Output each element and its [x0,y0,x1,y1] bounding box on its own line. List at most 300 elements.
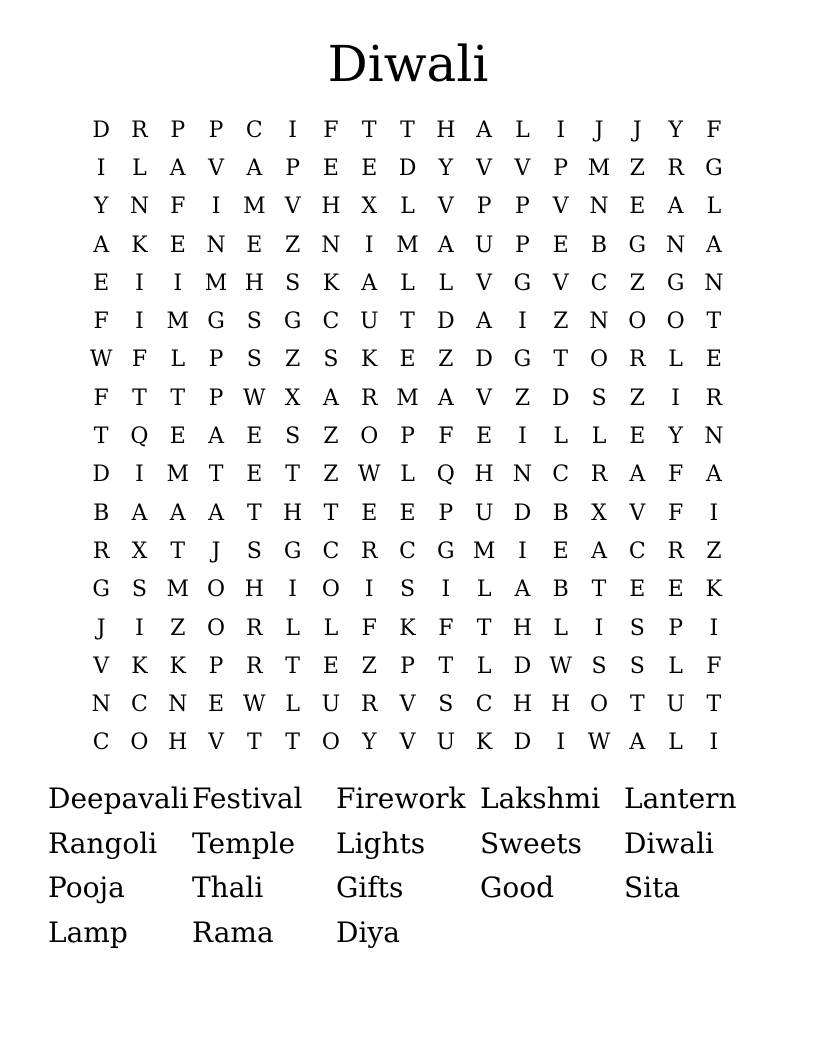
grid-letter: J [632,117,642,143]
grid-letter: P [515,232,530,258]
grid-letter: G [92,577,110,603]
grid-letter: I [364,232,374,258]
grid-letter: H [551,692,571,718]
grid-letter: T [400,309,415,335]
grid-letter: Z [514,385,531,411]
grid-letter: T [208,462,224,488]
grid-letter: I [135,615,144,641]
grid-letter: M [587,155,611,181]
grid-letter: V [93,653,110,679]
grid-letter: L [668,653,683,679]
grid-letter: T [285,730,300,756]
grid-letter: P [170,117,186,143]
grid-letter: Y [361,730,377,756]
grid-letter: F [170,194,186,220]
grid-letter: C [590,270,608,296]
grid-letter: Z [361,653,377,679]
grid-letter: I [364,577,374,603]
grid-letter: V [399,692,416,718]
grid-letter: Q [130,424,149,450]
grid-letter: X [284,385,301,411]
grid-letter: G [705,155,723,181]
grid-letter: F [667,500,684,526]
grid-letter: I [709,730,719,756]
grid-letter: I [96,155,106,181]
grid-letter: K [705,577,723,603]
grid-letter: D [92,117,110,143]
grid-letter: A [667,194,684,220]
grid-letter: M [243,194,266,220]
grid-letter: C [131,692,148,718]
grid-letter: Z [284,347,301,373]
grid-letter: W [89,347,113,373]
word-list-item: Good [480,871,555,904]
grid-letter: H [244,270,264,296]
grid-letter: P [668,615,683,641]
grid-letter: T [246,730,262,756]
grid-letter: I [518,424,527,450]
word-list-item: Sita [624,871,681,904]
grid-letter: G [437,538,455,564]
grid-letter: E [246,232,263,258]
grid-letter: P [208,117,224,143]
grid-letter: H [512,615,532,641]
grid-letter: U [321,692,341,718]
grid-letter: U [474,500,494,526]
grid-letter: P [208,653,224,679]
grid-letter: N [512,462,533,488]
grid-letter: M [166,462,189,488]
grid-letter: P [208,385,224,411]
grid-letter: G [666,270,685,296]
grid-letter: M [166,309,189,335]
grid-letter: T [170,538,186,564]
grid-letter: A [629,462,646,488]
grid-letter: E [476,424,493,450]
grid-letter: T [93,424,109,450]
grid-letter: T [285,653,300,679]
grid-letter: L [515,117,530,143]
grid-letter: N [589,309,609,335]
grid-letter: A [208,500,224,526]
grid-letter: E [552,232,569,258]
grid-letter: O [589,347,609,373]
grid-letter: Q [436,462,455,488]
grid-letter: O [628,309,647,335]
grid-letter: E [322,653,339,679]
grid-letter: T [706,692,722,718]
grid-letter: S [285,424,301,450]
grid-letter: I [518,309,527,335]
grid-letter: I [709,615,719,641]
grid-letter: W [357,462,381,488]
grid-letter: V [476,385,493,411]
grid-letter: I [288,577,297,603]
grid-letter: I [556,117,566,143]
word-list-item: Lights [336,826,426,860]
grid-letter: T [400,117,415,143]
grid-letter: N [91,692,111,718]
grid-letter: L [400,462,415,488]
grid-letter: Z [438,347,454,373]
grid-letter: M [396,232,419,258]
grid-letter: Z [553,309,569,335]
grid-letter: T [706,309,722,335]
grid-letter: F [438,424,454,450]
grid-letter: F [361,615,377,641]
grid-letter: N [206,232,226,258]
word-list-item: Diwali [624,826,714,860]
word-list-item: Rama [192,915,274,949]
grid-letter: K [169,653,186,679]
word-list-item: Deepavali [48,782,189,815]
grid-letter: Z [323,424,339,450]
grid-letter: V [399,730,416,756]
grid-letter: D [92,462,110,488]
grid-letter: I [135,270,144,296]
grid-letter: L [706,194,722,220]
grid-letter: B [552,577,569,603]
grid-letter: A [169,500,186,526]
grid-letter: A [208,424,224,450]
grid-letter: Y [438,155,454,181]
grid-letter: U [474,232,494,258]
grid-letter: E [667,577,684,603]
grid-letter: F [706,653,722,679]
grid-letter: O [321,730,340,756]
grid-letter: L [668,347,683,373]
grid-letter: S [246,309,262,335]
grid-letter: E [322,155,339,181]
grid-letter: H [168,730,188,756]
grid-letter: N [665,232,686,258]
grid-letter: T [591,577,607,603]
grid-letter: G [628,232,647,258]
grid-letter: F [706,117,722,143]
grid-letter: O [130,730,149,756]
grid-letter: O [321,577,340,603]
grid-letter: H [436,117,456,143]
grid-letter: M [396,385,419,411]
grid-letter: I [518,538,527,564]
grid-letter: L [476,577,492,603]
grid-letter: G [283,309,302,335]
word-list-item: Lantern [624,782,737,815]
word-list-item: Rangoli [48,826,158,860]
grid-letter: S [246,347,262,373]
grid-letter: P [400,653,415,679]
grid-letter: I [709,500,719,526]
grid-letter: D [513,653,532,679]
grid-letter: I [135,462,144,488]
grid-letter: N [704,270,724,296]
grid-letter: L [476,653,492,679]
grid-letter: E [169,424,186,450]
grid-letter: I [173,270,183,296]
grid-letter: I [288,117,297,143]
grid-letter: E [629,577,646,603]
grid-letter: Z [284,232,301,258]
grid-letter: E [629,194,646,220]
grid-letter: J [211,538,221,564]
grid-letter: B [93,500,110,526]
grid-letter: R [705,385,723,411]
grid-letter: R [629,347,646,373]
grid-letter: E [169,232,186,258]
grid-letter: S [591,653,607,679]
grid-letter: R [667,538,684,564]
grid-letter: I [556,730,566,756]
grid-letter: R [92,538,110,564]
word-list-item: Lakshmi [480,782,601,815]
word-list-item: Temple [192,826,296,860]
grid-letter: A [322,385,339,411]
grid-letter: F [323,117,339,143]
grid-letter: P [476,194,492,220]
grid-letter: A [705,462,722,488]
grid-letter: L [400,270,415,296]
grid-letter: S [246,538,262,564]
grid-letter: V [552,270,569,296]
grid-letter: P [515,194,530,220]
grid-letter: N [129,194,150,220]
grid-letter: L [438,270,454,296]
grid-letter: P [400,424,415,450]
grid-letter: L [170,347,186,373]
grid-letter: A [93,232,110,258]
grid-letter: P [438,500,454,526]
grid-letter: E [93,270,110,296]
grid-letter: M [166,577,189,603]
grid-letter: L [668,730,683,756]
grid-letter: U [666,692,685,718]
grid-letter: E [361,500,378,526]
grid-letter: T [629,692,645,718]
grid-letter: E [246,462,263,488]
grid-letter: U [359,309,379,335]
word-list-item: Festival [192,782,303,815]
grid-letter: Z [170,615,186,641]
grid-letter: K [361,347,378,373]
grid-letter: T [170,385,186,411]
grid-letter: R [590,462,608,488]
grid-letter: B [590,232,608,258]
grid-letter: L [285,615,300,641]
grid-letter: I [135,309,144,335]
grid-letter: O [207,577,226,603]
grid-letter: S [591,385,607,411]
grid-letter: O [207,615,226,641]
grid-letter: L [553,615,569,641]
grid-letter: X [131,538,148,564]
grid-letter: W [549,653,573,679]
grid-letter: K [131,653,148,679]
grid-letter: E [361,155,378,181]
grid-letter: B [552,500,569,526]
grid-letter: E [399,347,416,373]
grid-letter: S [285,270,301,296]
grid-letter: I [211,194,221,220]
grid-letter: Z [629,270,645,296]
grid-letter: G [513,270,532,296]
grid-letter: K [399,615,416,641]
grid-letter: K [131,232,148,258]
grid-letter: E [399,500,416,526]
grid-letter: E [629,424,646,450]
grid-letter: P [553,155,569,181]
grid-letter: V [552,194,569,220]
word-list-item: Gifts [336,871,404,904]
grid-letter: G [283,538,302,564]
grid-letter: D [475,347,493,373]
grid-letter: Z [629,155,645,181]
grid-letter: H [283,500,303,526]
grid-letter: C [628,538,646,564]
grid-letter: J [96,615,106,641]
grid-letter: V [476,270,493,296]
grid-letter: N [589,194,609,220]
grid-letter: P [285,155,301,181]
grid-letter: L [400,194,415,220]
grid-letter: F [93,309,109,335]
grid-letter: L [132,155,147,181]
grid-letter: A [476,309,493,335]
grid-letter: W [243,385,266,411]
grid-letter: A [476,117,493,143]
grid-letter: W [587,730,611,756]
grid-letter: X [361,194,378,220]
grid-letter: N [321,232,341,258]
grid-letter: A [705,232,722,258]
grid-letter: Y [668,424,683,450]
grid-letter: T [476,615,492,641]
grid-letter: H [474,462,494,488]
grid-letter: C [322,309,340,335]
grid-letter: U [436,730,456,756]
grid-letter: T [285,462,300,488]
grid-letter: D [398,155,417,181]
grid-letter: F [93,385,109,411]
grid-letter: F [131,347,148,373]
grid-letter: M [204,270,228,296]
grid-letter: X [591,500,607,526]
grid-letter: T [132,385,147,411]
grid-letter: T [438,653,454,679]
grid-letter: J [594,117,604,143]
grid-letter: R [360,385,378,411]
grid-letter: A [246,155,263,181]
grid-letter: R [246,615,263,641]
grid-letter: R [131,117,148,143]
word-list-item: Lamp [48,915,128,949]
grid-letter: N [704,424,724,450]
grid-letter: O [589,692,609,718]
grid-letter: V [208,155,224,181]
grid-letter: K [322,270,340,296]
grid-letter: T [361,117,377,143]
grid-letter: A [591,538,607,564]
grid-letter: S [399,577,416,603]
grid-letter: L [285,692,300,718]
grid-letter: N [168,692,188,718]
grid-letter: Y [668,117,683,143]
grid-letter: O [666,309,685,335]
grid-letter: I [441,577,451,603]
grid-letter: E [552,538,569,564]
grid-letter: C [92,730,110,756]
grid-letter: R [246,653,263,679]
grid-letter: O [360,424,379,450]
grid-letter: A [629,730,646,756]
grid-letter: F [667,462,684,488]
grid-letter: T [553,347,569,373]
grid-letter: H [512,692,532,718]
grid-letter: R [360,538,378,564]
grid-letter: D [513,500,532,526]
grid-letter: E [208,692,225,718]
word-list-item: Pooja [48,871,125,904]
grid-letter: A [437,385,454,411]
grid-letter: V [476,155,493,181]
grid-letter: C [552,462,570,488]
grid-letter: A [361,270,378,296]
grid-letter: I [594,615,604,641]
grid-letter: G [207,309,225,335]
grid-letter: C [322,538,340,564]
grid-letter: W [243,692,266,718]
grid-letter: V [514,155,531,181]
grid-letter: H [244,577,264,603]
grid-letter: S [438,692,454,718]
grid-letter: G [513,347,532,373]
grid-letter: K [475,730,493,756]
grid-letter: L [553,424,569,450]
grid-letter: E [246,424,263,450]
grid-letter: T [323,500,339,526]
grid-letter: S [131,577,147,603]
grid-letter: C [399,538,416,564]
grid-letter: Z [706,538,722,564]
grid-letter: L [323,615,339,641]
word-list-item: Sweets [480,826,582,860]
grid-letter: Z [629,385,645,411]
word-list-item: Thali [192,871,264,904]
word-list-item: Diya [336,915,400,949]
grid-letter: H [321,194,341,220]
grid-letter: M [472,538,496,564]
grid-letter: D [513,730,532,756]
word-list-item: Firework [336,782,466,815]
grid-letter: C [475,692,493,718]
page-title: Diwali [327,35,489,93]
grid-letter: A [169,155,186,181]
grid-letter: D [551,385,570,411]
grid-letter: V [208,730,224,756]
grid-letter: V [437,194,454,220]
grid-letter: P [208,347,224,373]
grid-letter: R [360,692,378,718]
letter-grid [82,111,733,762]
grid-letter: S [629,653,645,679]
grid-letter: V [629,500,646,526]
grid-letter: S [323,347,339,373]
grid-letter: Y [93,194,109,220]
grid-letter: R [667,155,684,181]
grid-letter: E [705,347,722,373]
grid-letter: A [131,500,148,526]
grid-letter: T [246,500,262,526]
grid-letter: S [629,615,645,641]
